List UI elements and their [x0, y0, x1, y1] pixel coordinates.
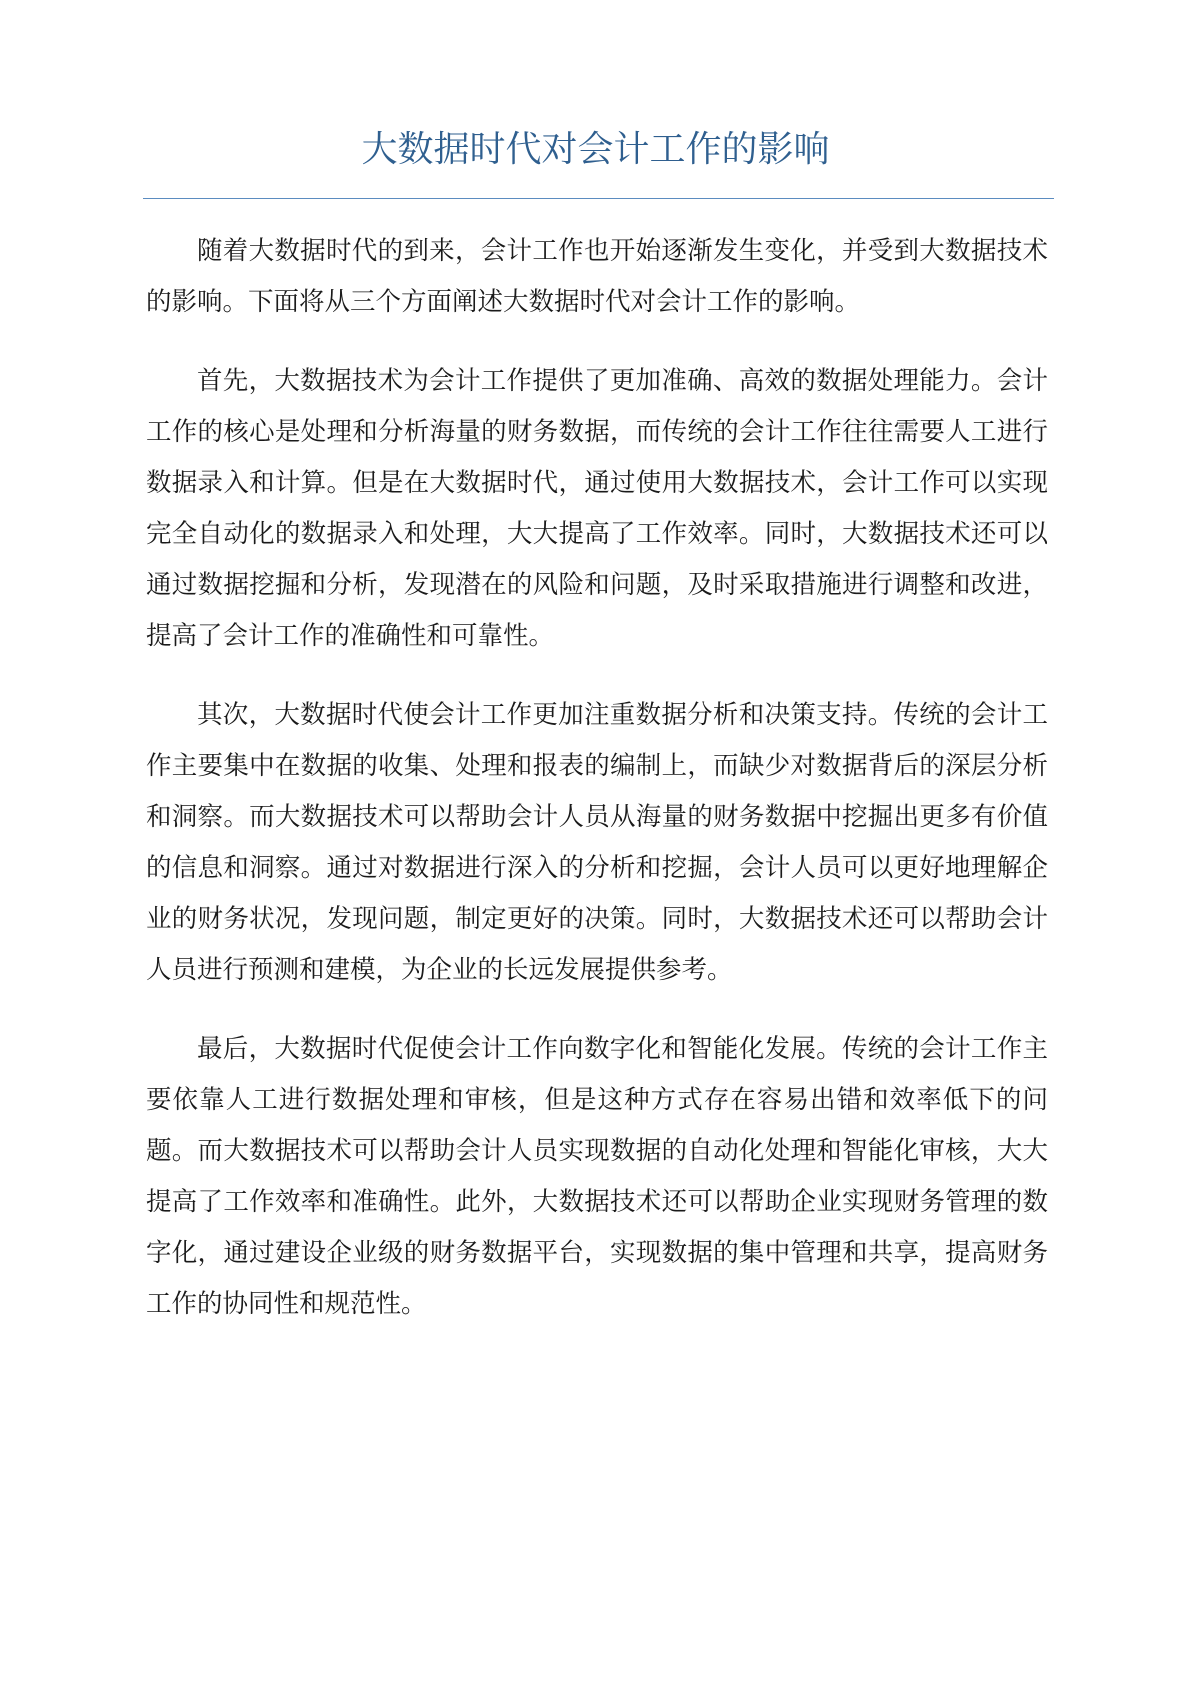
- paragraph-second: 其次，大数据时代使会计工作更加注重数据分析和决策支持。传统的会计工作主要集中在数据的收集、处理和报表的编制上，而缺少对数据背后的深层分析和洞察。而大数据技术可以帮助会计人员从海量的财务数据中挖掘出更多有价值的信息和洞察。通过对数据进行深入的分析和挖掘，会计人员可以更好地理解企业的财务状况，发现问题，制定更好的决策。同时，大数据技术还可以帮助会计人员进行预测和建模，为企业的长远发展提供参考。: [146, 700, 1048, 985]
- paragraph-intro: 随着大数据时代的到来，会计工作也开始逐渐发生变化，并受到大数据技术的影响。下面将从三个方面阐述大数据时代对会计工作的影响。: [146, 236, 1048, 317]
- title-divider: [143, 198, 1054, 199]
- paragraph-first: 首先，大数据技术为会计工作提供了更加准确、高效的数据处理能力。会计工作的核心是处理和分析海量的财务数据，而传统的会计工作往往需要人工进行数据录入和计算。但是在大数据时代，通过使用大数据技术，会计工作可以实现完全自动化的数据录入和处理，大大提高了工作效率。同时，大数据技术还可以通过数据挖掘和分析，发现潜在的风险和问题，及时采取措施进行调整和改进，提高了会计工作的准确性和可靠性。: [146, 366, 1048, 651]
- document-title: 大数据时代对会计工作的影响: [361, 129, 830, 170]
- document-body: [146, 226, 1048, 1358]
- paragraph-last: 最后，大数据时代促使会计工作向数字化和智能化发展。传统的会计工作主要依靠人工进行数据处理和审核，但是这种方式存在容易出错和效率低下的问题。而大数据技术可以帮助会计人员实现数据的自动化处理和智能化审核，大大提高了工作效率和准确性。此外，大数据技术还可以帮助企业实现财务管理的数字化，通过建设企业级的财务数据平台，实现数据的集中管理和共享，提高财务工作的协同性和规范性。: [146, 1034, 1048, 1319]
